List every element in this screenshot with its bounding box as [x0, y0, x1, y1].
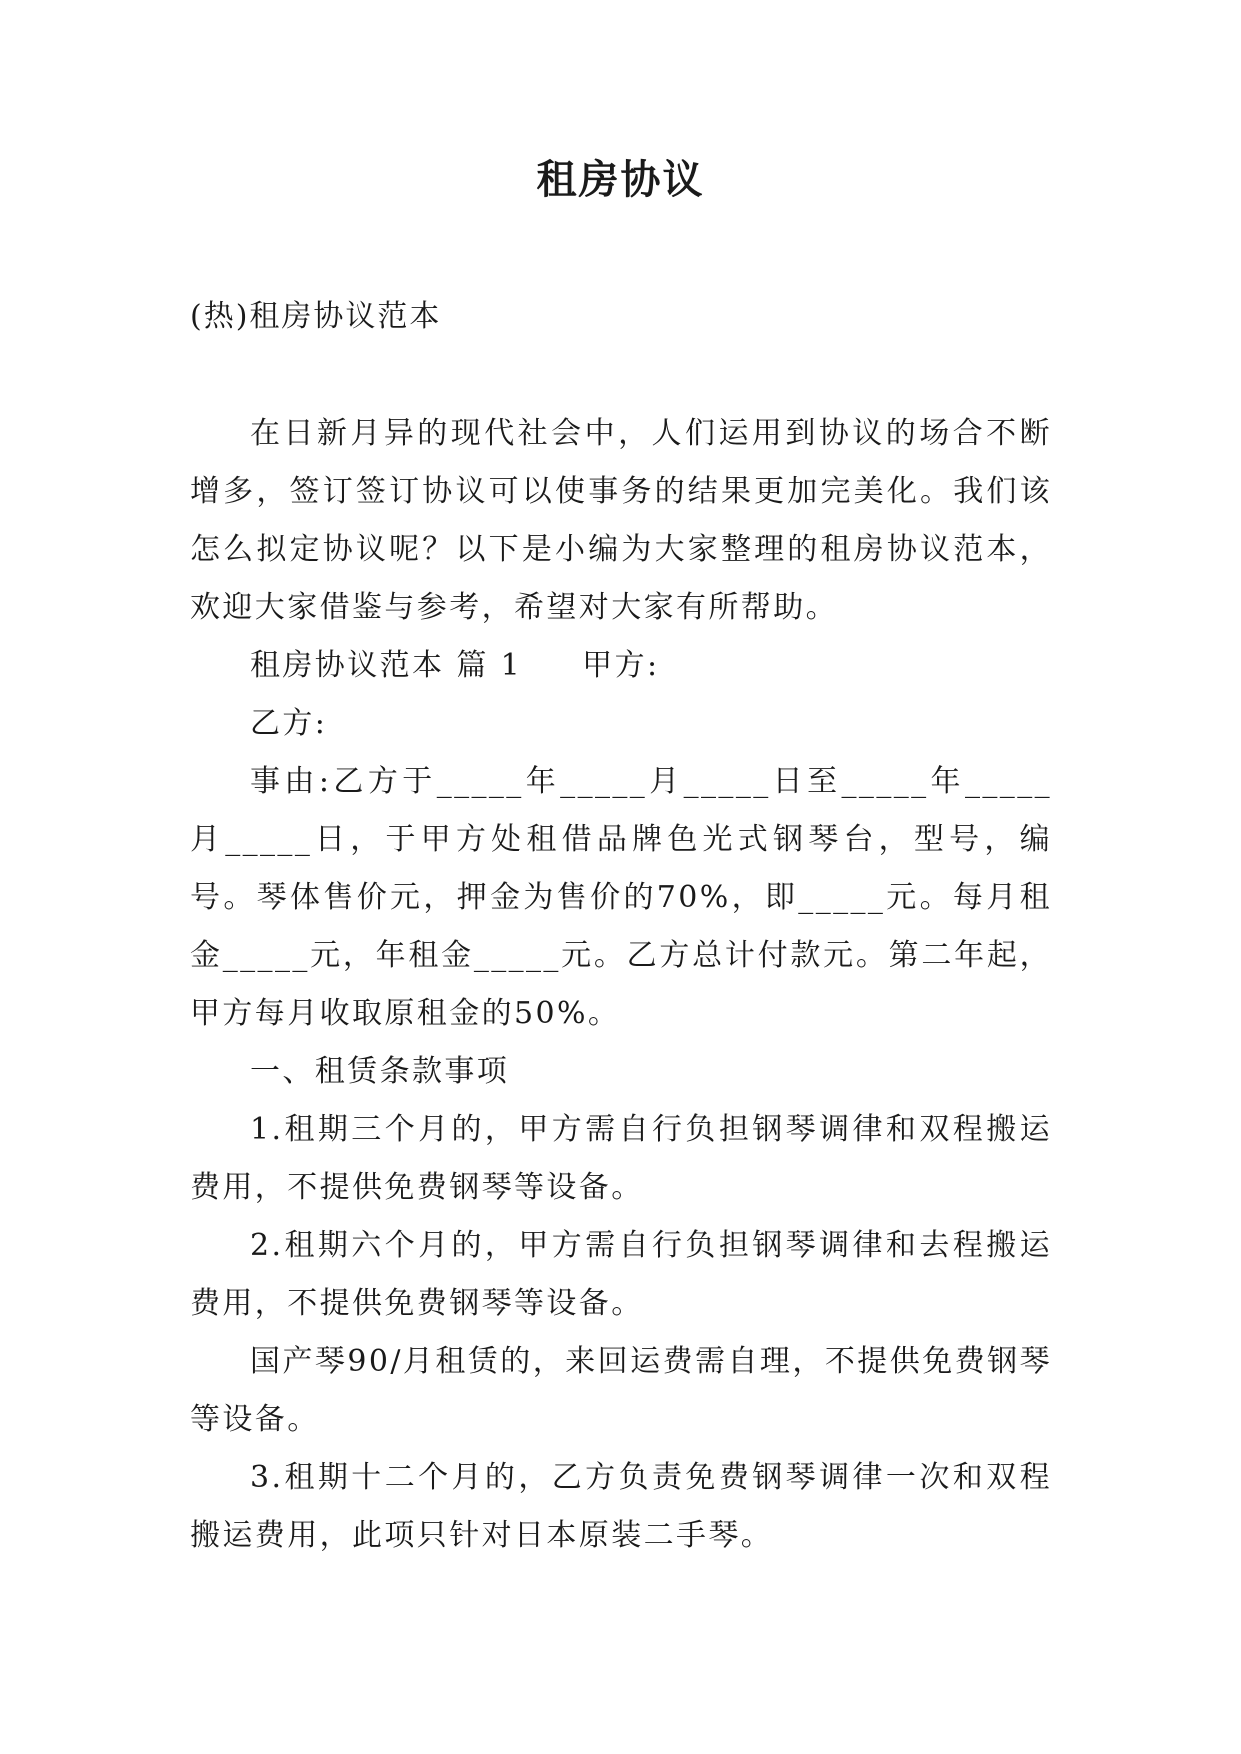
document-title: 租房协议	[536, 156, 705, 203]
party-b-paragraph: 乙方:	[250, 706, 328, 741]
term-item-1: 1.租期三个月的，甲方需自行负担钢琴调律和双程搬运费用，不提供免费钢琴等设备。	[190, 1112, 1052, 1205]
document-body	[190, 405, 1052, 1565]
term-item-3: 3.租期十二个月的，乙方负责免费钢琴调律一次和双程搬运费用，此项只针对日本原装二手琴。	[190, 1460, 1052, 1553]
term-item-2: 2.租期六个月的，甲方需自行负担钢琴调律和去程搬运费用，不提供免费钢琴等设备。	[190, 1228, 1052, 1321]
intro-paragraph: 在日新月异的现代社会中，人们运用到协议的场合不断增多，签订签订协议可以使事务的结果更加完美化。我们该怎么拟定协议呢？以下是小编为大家整理的租房协议范本，欢迎大家借鉴与参考，希望对大家有所帮助。	[190, 416, 1052, 625]
section-heading: 租房协议范本 篇 1	[250, 648, 523, 683]
party-a-label: 甲方:	[582, 648, 660, 683]
reason-paragraph: 事由:乙方于_____年_____月_____日至_____年_____月_____日，于甲方处租借品牌色光式钢琴台，型号，编号。琴体售价元，押金为售价的70%，即_____元。每月租金_____元，年租金_____元。乙方总计付款元。第二年起，甲方每月收取原租金的50%。	[190, 764, 1052, 1031]
term-item-domestic: 国产琴90/月租赁的，来回运费需自理，不提供免费钢琴等设备。	[190, 1344, 1052, 1437]
document-subtitle: (热)租房协议范本	[190, 299, 442, 334]
terms-heading: 一、租赁条款事项	[250, 1054, 510, 1089]
section-heading-line	[190, 637, 1052, 695]
